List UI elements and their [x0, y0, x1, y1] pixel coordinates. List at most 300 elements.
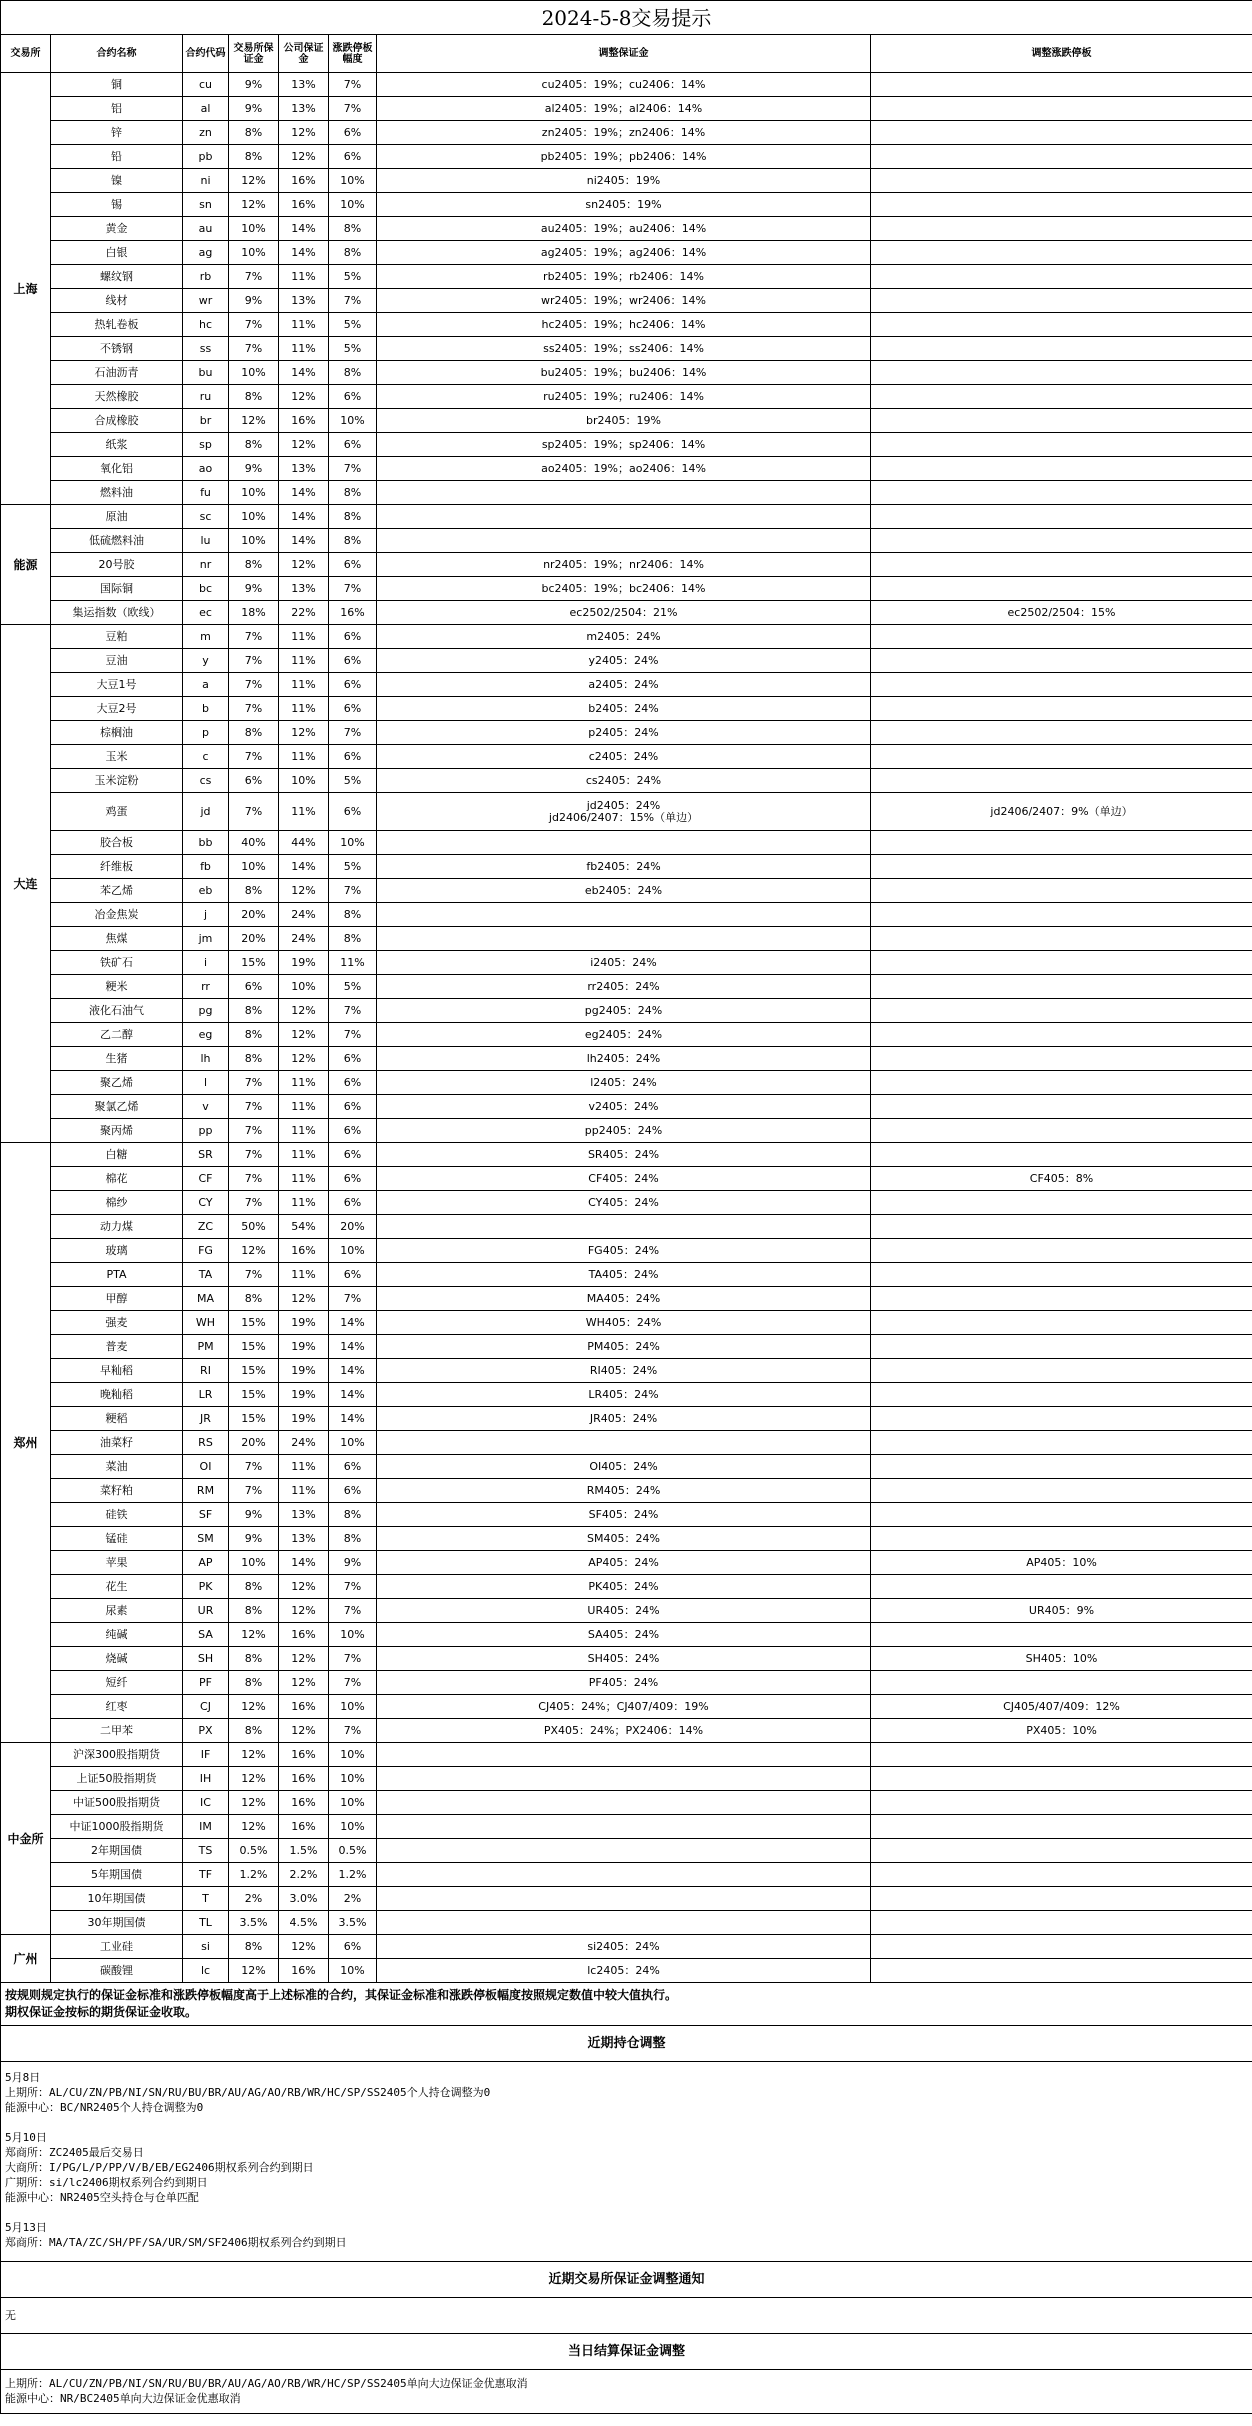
contract-name: 铅: [51, 145, 183, 169]
table-row: [1, 145, 1252, 169]
company-margin: 19%: [279, 1407, 329, 1431]
price-limit: 10%: [329, 1767, 377, 1791]
exchange-margin: 8%: [229, 121, 279, 145]
contract-code: i: [183, 951, 229, 975]
adjusted-limit: [871, 1287, 1252, 1311]
exchange-name: 大连: [1, 625, 51, 1143]
price-limit: 7%: [329, 1671, 377, 1695]
contract-name: 玉米淀粉: [51, 769, 183, 793]
price-limit: 6%: [329, 625, 377, 649]
adjusted-margin: JR405：24%: [377, 1407, 871, 1431]
adjusted-margin: SM405：24%: [377, 1527, 871, 1551]
table-row: [1, 769, 1252, 793]
price-limit: 7%: [329, 1719, 377, 1743]
contract-name: 30年期国债: [51, 1911, 183, 1935]
adjusted-limit: [871, 97, 1252, 121]
contract-code: a: [183, 673, 229, 697]
contract-code: eg: [183, 1023, 229, 1047]
adjusted-limit: PX405：10%: [871, 1719, 1252, 1743]
table-row: [1, 625, 1252, 649]
contract-name: 上证50股指期货: [51, 1767, 183, 1791]
adjusted-limit: [871, 745, 1252, 769]
contract-name: 石油沥青: [51, 361, 183, 385]
adjusted-margin: WH405：24%: [377, 1311, 871, 1335]
company-margin: 12%: [279, 121, 329, 145]
contract-name: 纯碱: [51, 1623, 183, 1647]
exchange-margin: 7%: [229, 265, 279, 289]
adjusted-margin: l2405：24%: [377, 1071, 871, 1095]
exchange-margin: 2%: [229, 1887, 279, 1911]
contract-name: 聚丙烯: [51, 1119, 183, 1143]
exchange-margin: 10%: [229, 529, 279, 553]
company-margin: 22%: [279, 601, 329, 625]
contract-code: jd: [183, 793, 229, 831]
contract-name: 冶金焦炭: [51, 903, 183, 927]
exchange-margin: 7%: [229, 745, 279, 769]
contract-code: ni: [183, 169, 229, 193]
adjusted-limit: [871, 1839, 1252, 1863]
adjusted-margin: pg2405：24%: [377, 999, 871, 1023]
adjusted-limit: UR405：9%: [871, 1599, 1252, 1623]
contract-code: b: [183, 697, 229, 721]
table-row: [1, 951, 1252, 975]
contract-code: T: [183, 1887, 229, 1911]
adjusted-margin: PF405：24%: [377, 1671, 871, 1695]
price-limit: 8%: [329, 217, 377, 241]
contract-code: ZC: [183, 1215, 229, 1239]
company-margin: 16%: [279, 1695, 329, 1719]
contract-name: 工业硅: [51, 1935, 183, 1959]
contract-name: 晚籼稻: [51, 1383, 183, 1407]
adjusted-margin: [377, 1431, 871, 1455]
contract-code: IH: [183, 1767, 229, 1791]
contract-name: 锌: [51, 121, 183, 145]
adjusted-margin: p2405：24%: [377, 721, 871, 745]
exchange-margin: 20%: [229, 903, 279, 927]
contract-name: 烧碱: [51, 1647, 183, 1671]
exchange-margin: 7%: [229, 337, 279, 361]
adjusted-margin: y2405：24%: [377, 649, 871, 673]
exchange-margin: 7%: [229, 697, 279, 721]
exchange-margin: 8%: [229, 1575, 279, 1599]
adjusted-margin: SF405：24%: [377, 1503, 871, 1527]
contract-code: bu: [183, 361, 229, 385]
table-row: [1, 265, 1252, 289]
exchange-margin: 10%: [229, 361, 279, 385]
adjusted-margin: CJ405：24%；CJ407/409：19%: [377, 1695, 871, 1719]
exchange-margin: 12%: [229, 1743, 279, 1767]
contract-name: 普麦: [51, 1335, 183, 1359]
price-limit: 7%: [329, 1575, 377, 1599]
table-row: [1, 241, 1252, 265]
contract-code: OI: [183, 1455, 229, 1479]
adjusted-limit: [871, 1263, 1252, 1287]
contract-code: hc: [183, 313, 229, 337]
price-limit: 6%: [329, 1935, 377, 1959]
table-row: [1, 97, 1252, 121]
price-limit: 6%: [329, 1071, 377, 1095]
adjusted-margin: cu2405：19%；cu2406：14%: [377, 73, 871, 97]
contract-name: 玉米: [51, 745, 183, 769]
adjusted-limit: [871, 1503, 1252, 1527]
price-limit: 10%: [329, 1815, 377, 1839]
exchange-margin: 12%: [229, 1239, 279, 1263]
table-row: [1, 169, 1252, 193]
header-contract-name: 合约名称: [51, 35, 183, 73]
contract-name: 铜: [51, 73, 183, 97]
contract-name: 集运指数（欧线）: [51, 601, 183, 625]
contract-code: au: [183, 217, 229, 241]
adjusted-limit: [871, 1455, 1252, 1479]
contract-name: 碳酸锂: [51, 1959, 183, 1983]
exchange-margin: 18%: [229, 601, 279, 625]
adjusted-limit: [871, 1335, 1252, 1359]
adjusted-limit: [871, 73, 1252, 97]
company-margin: 14%: [279, 361, 329, 385]
exchange-margin: 8%: [229, 1599, 279, 1623]
price-limit: 10%: [329, 1623, 377, 1647]
header-exchange: 交易所: [1, 35, 51, 73]
price-limit: 10%: [329, 1743, 377, 1767]
contract-code: LR: [183, 1383, 229, 1407]
price-limit: 7%: [329, 879, 377, 903]
contract-name: 氧化铝: [51, 457, 183, 481]
table-row: [1, 553, 1252, 577]
company-margin: 16%: [279, 169, 329, 193]
adjusted-limit: [871, 1383, 1252, 1407]
adjusted-limit: [871, 145, 1252, 169]
adjusted-margin: [377, 505, 871, 529]
adjusted-limit: [871, 1671, 1252, 1695]
company-margin: 11%: [279, 1143, 329, 1167]
table-row: [1, 1959, 1252, 1983]
contract-code: c: [183, 745, 229, 769]
table-row: [1, 1191, 1252, 1215]
company-margin: 16%: [279, 1239, 329, 1263]
exchange-margin: 12%: [229, 1623, 279, 1647]
company-margin: 11%: [279, 1119, 329, 1143]
price-limit: 8%: [329, 241, 377, 265]
table-row: [1, 1287, 1252, 1311]
table-row: [1, 1047, 1252, 1071]
company-margin: 12%: [279, 1671, 329, 1695]
exchange-margin: 8%: [229, 1719, 279, 1743]
contract-code: TL: [183, 1911, 229, 1935]
price-limit: 5%: [329, 337, 377, 361]
adjusted-limit: [871, 241, 1252, 265]
exchange-margin: 12%: [229, 409, 279, 433]
exchange-margin: 7%: [229, 1167, 279, 1191]
exchange-margin: 9%: [229, 1527, 279, 1551]
table-row: [1, 409, 1252, 433]
price-limit: 8%: [329, 927, 377, 951]
adjusted-margin: SH405：24%: [377, 1647, 871, 1671]
adjusted-margin: RI405：24%: [377, 1359, 871, 1383]
company-margin: 13%: [279, 1503, 329, 1527]
adjusted-limit: [871, 1743, 1252, 1767]
position-adjust-title: 近期持仓调整: [1, 2026, 1252, 2062]
table-row: [1, 1479, 1252, 1503]
table-row: [1, 831, 1252, 855]
company-margin: 11%: [279, 1455, 329, 1479]
company-margin: 12%: [279, 1023, 329, 1047]
price-limit: 8%: [329, 529, 377, 553]
company-margin: 19%: [279, 951, 329, 975]
price-limit: 7%: [329, 289, 377, 313]
adjusted-limit: [871, 1623, 1252, 1647]
exchange-margin: 8%: [229, 721, 279, 745]
company-margin: 4.5%: [279, 1911, 329, 1935]
table-row: [1, 1767, 1252, 1791]
contract-code: fb: [183, 855, 229, 879]
adjusted-margin: rb2405：19%；rb2406：14%: [377, 265, 871, 289]
company-margin: 44%: [279, 831, 329, 855]
contract-code: PK: [183, 1575, 229, 1599]
price-limit: 6%: [329, 1047, 377, 1071]
exchange-margin: 20%: [229, 1431, 279, 1455]
price-limit: 14%: [329, 1335, 377, 1359]
contract-name: 生猪: [51, 1047, 183, 1071]
contract-code: JR: [183, 1407, 229, 1431]
exchange-margin: 8%: [229, 999, 279, 1023]
adjusted-margin: lh2405：24%: [377, 1047, 871, 1071]
contract-name: 大豆2号: [51, 697, 183, 721]
contract-name: 纤维板: [51, 855, 183, 879]
contract-code: SM: [183, 1527, 229, 1551]
adjusted-margin: [377, 1911, 871, 1935]
adjusted-limit: [871, 1143, 1252, 1167]
table-row: [1, 855, 1252, 879]
company-margin: 13%: [279, 1527, 329, 1551]
table-row: [1, 879, 1252, 903]
price-limit: 0.5%: [329, 1839, 377, 1863]
contract-name: 燃料油: [51, 481, 183, 505]
price-limit: 3.5%: [329, 1911, 377, 1935]
exchange-margin: 12%: [229, 1767, 279, 1791]
contract-code: ru: [183, 385, 229, 409]
exchange-margin: 9%: [229, 289, 279, 313]
adjusted-margin: al2405：19%；al2406：14%: [377, 97, 871, 121]
adjusted-limit: AP405：10%: [871, 1551, 1252, 1575]
exchange-margin: 7%: [229, 1143, 279, 1167]
table-row: [1, 601, 1252, 625]
company-margin: 13%: [279, 73, 329, 97]
adjusted-limit: [871, 721, 1252, 745]
contract-name: 20号胶: [51, 553, 183, 577]
contract-code: PF: [183, 1671, 229, 1695]
price-limit: 14%: [329, 1359, 377, 1383]
exchange-margin: 7%: [229, 1071, 279, 1095]
table-row: [1, 1551, 1252, 1575]
price-limit: 7%: [329, 1647, 377, 1671]
contract-name: 白糖: [51, 1143, 183, 1167]
adjusted-limit: [871, 1479, 1252, 1503]
contract-name: 豆粕: [51, 625, 183, 649]
contract-code: TF: [183, 1863, 229, 1887]
table-row: [1, 1815, 1252, 1839]
company-margin: 24%: [279, 1431, 329, 1455]
contract-code: RM: [183, 1479, 229, 1503]
price-limit: 2%: [329, 1887, 377, 1911]
contract-name: 铝: [51, 97, 183, 121]
contract-code: nr: [183, 553, 229, 577]
contract-code: eb: [183, 879, 229, 903]
table-row: [1, 217, 1252, 241]
company-margin: 12%: [279, 1935, 329, 1959]
adjusted-margin: ss2405：19%；ss2406：14%: [377, 337, 871, 361]
adjusted-margin: bc2405：19%；bc2406：14%: [377, 577, 871, 601]
rule-note: 按规则规定执行的保证金标准和涨跌停板幅度高于上述标准的合约，其保证金标准和涨跌停板幅度按照规定数值中较大值执行。 期权保证金按标的期货保证金收取。: [1, 1983, 1252, 2026]
company-margin: 13%: [279, 97, 329, 121]
contract-code: ec: [183, 601, 229, 625]
contract-name: 不锈钢: [51, 337, 183, 361]
contract-name: 棕榈油: [51, 721, 183, 745]
company-margin: 14%: [279, 217, 329, 241]
adjusted-margin: v2405：24%: [377, 1095, 871, 1119]
adjusted-margin: lc2405：24%: [377, 1959, 871, 1983]
price-limit: 6%: [329, 697, 377, 721]
adjusted-limit: [871, 1407, 1252, 1431]
company-margin: 11%: [279, 1263, 329, 1287]
table-row: [1, 999, 1252, 1023]
exchange-margin: 8%: [229, 1935, 279, 1959]
company-margin: 11%: [279, 649, 329, 673]
contract-code: si: [183, 1935, 229, 1959]
adjusted-margin: [377, 1215, 871, 1239]
adjusted-margin: au2405：19%；au2406：14%: [377, 217, 871, 241]
adjusted-margin: [377, 529, 871, 553]
adjusted-limit: [871, 1047, 1252, 1071]
exchange-margin: 7%: [229, 313, 279, 337]
company-margin: 12%: [279, 433, 329, 457]
price-limit: 14%: [329, 1311, 377, 1335]
contract-code: m: [183, 625, 229, 649]
table-row: [1, 433, 1252, 457]
contract-code: ao: [183, 457, 229, 481]
exchange-margin: 10%: [229, 505, 279, 529]
contract-code: UR: [183, 1599, 229, 1623]
adjusted-limit: [871, 289, 1252, 313]
contract-name: 甲醇: [51, 1287, 183, 1311]
price-limit: 10%: [329, 1791, 377, 1815]
adjusted-margin: ru2405：19%；ru2406：14%: [377, 385, 871, 409]
price-limit: 20%: [329, 1215, 377, 1239]
company-margin: 11%: [279, 337, 329, 361]
contract-name: 原油: [51, 505, 183, 529]
exchange-margin: 8%: [229, 433, 279, 457]
table-row: [1, 1503, 1252, 1527]
adjusted-limit: [871, 457, 1252, 481]
adjusted-margin: br2405：19%: [377, 409, 871, 433]
table-row: [1, 1383, 1252, 1407]
table-row: [1, 1719, 1252, 1743]
contract-name: 线材: [51, 289, 183, 313]
price-limit: 11%: [329, 951, 377, 975]
adjusted-limit: [871, 1959, 1252, 1983]
adjusted-limit: [871, 999, 1252, 1023]
adjusted-margin: OI405：24%: [377, 1455, 871, 1479]
contract-name: PTA: [51, 1263, 183, 1287]
adjusted-margin: zn2405：19%；zn2406：14%: [377, 121, 871, 145]
exchange-margin: 8%: [229, 1047, 279, 1071]
exchange-margin-notice-title: 近期交易所保证金调整通知: [1, 2262, 1252, 2298]
adjusted-limit: [871, 1791, 1252, 1815]
company-margin: 12%: [279, 1575, 329, 1599]
exchange-margin: 9%: [229, 73, 279, 97]
company-margin: 14%: [279, 529, 329, 553]
contract-code: PM: [183, 1335, 229, 1359]
table-row: [1, 1239, 1252, 1263]
table-row: [1, 337, 1252, 361]
table-row: [1, 1935, 1252, 1959]
exchange-margin: 3.5%: [229, 1911, 279, 1935]
contract-name: 5年期国债: [51, 1863, 183, 1887]
price-limit: 5%: [329, 769, 377, 793]
contract-name: 锡: [51, 193, 183, 217]
price-limit: 8%: [329, 1527, 377, 1551]
table-row: [1, 73, 1252, 97]
price-limit: 8%: [329, 1503, 377, 1527]
price-limit: 7%: [329, 457, 377, 481]
contract-code: pg: [183, 999, 229, 1023]
adjusted-margin: [377, 903, 871, 927]
table-row: [1, 289, 1252, 313]
contract-name: 强麦: [51, 1311, 183, 1335]
price-limit: 6%: [329, 1455, 377, 1479]
contract-name: 花生: [51, 1575, 183, 1599]
company-margin: 24%: [279, 927, 329, 951]
contract-code: sn: [183, 193, 229, 217]
contract-name: 大豆1号: [51, 673, 183, 697]
company-margin: 14%: [279, 481, 329, 505]
contract-code: y: [183, 649, 229, 673]
adjusted-margin: wr2405：19%；wr2406：14%: [377, 289, 871, 313]
contract-code: rb: [183, 265, 229, 289]
adjusted-limit: [871, 409, 1252, 433]
adjusted-margin: a2405：24%: [377, 673, 871, 697]
exchange-margin: 7%: [229, 1191, 279, 1215]
adjusted-limit: [871, 673, 1252, 697]
table-row: [1, 121, 1252, 145]
adjusted-margin: RM405：24%: [377, 1479, 871, 1503]
contract-name: 聚氯乙烯: [51, 1095, 183, 1119]
contract-name: 棉花: [51, 1167, 183, 1191]
adjusted-margin: LR405：24%: [377, 1383, 871, 1407]
contract-code: CJ: [183, 1695, 229, 1719]
table-row: [1, 361, 1252, 385]
contract-name: 合成橡胶: [51, 409, 183, 433]
adjusted-margin: CF405：24%: [377, 1167, 871, 1191]
exchange-margin: 12%: [229, 193, 279, 217]
exchange-margin: 8%: [229, 1671, 279, 1695]
company-margin: 16%: [279, 1815, 329, 1839]
company-margin: 14%: [279, 1551, 329, 1575]
exchange-margin: 1.2%: [229, 1863, 279, 1887]
exchange-margin: 50%: [229, 1215, 279, 1239]
price-limit: 6%: [329, 553, 377, 577]
contract-code: SF: [183, 1503, 229, 1527]
contract-code: j: [183, 903, 229, 927]
adjusted-limit: [871, 433, 1252, 457]
price-limit: 6%: [329, 433, 377, 457]
adjusted-margin: b2405：24%: [377, 697, 871, 721]
exchange-margin: 40%: [229, 831, 279, 855]
company-margin: 12%: [279, 1599, 329, 1623]
adjusted-limit: [871, 855, 1252, 879]
adjusted-limit: [871, 1359, 1252, 1383]
table-row: [1, 903, 1252, 927]
table-row: [1, 1455, 1252, 1479]
